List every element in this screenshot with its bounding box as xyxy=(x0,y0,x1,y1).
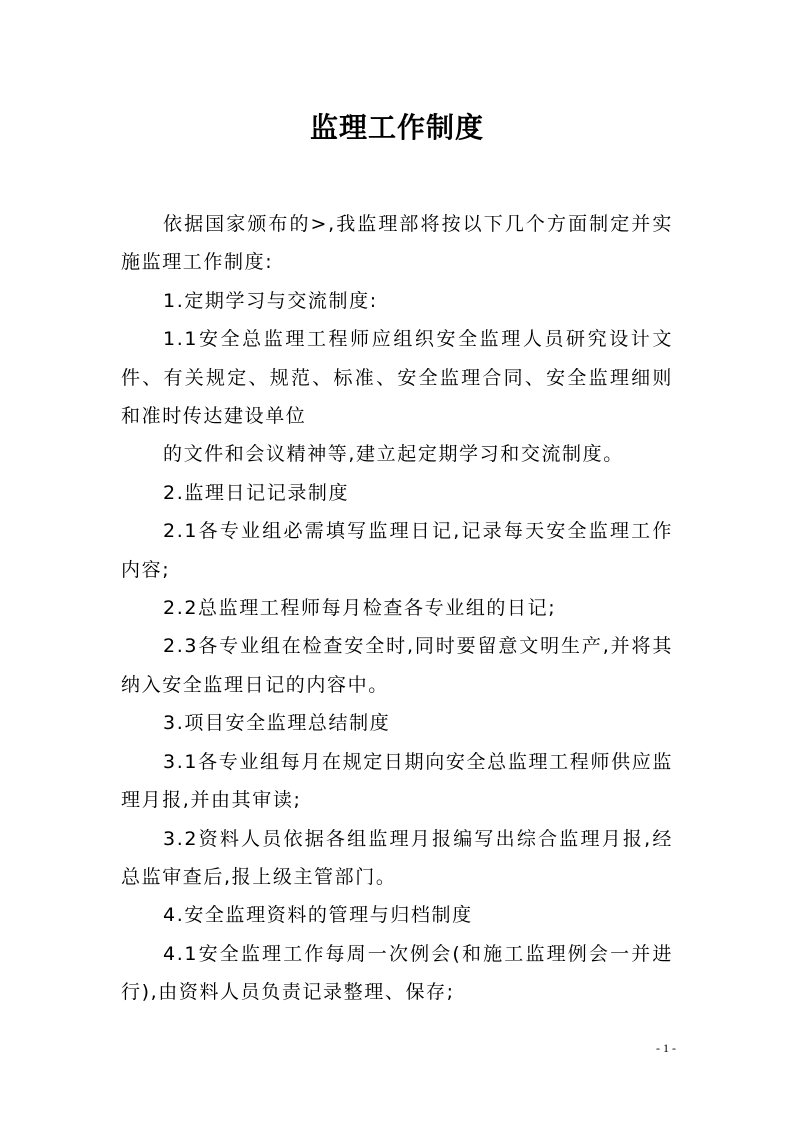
section-heading-4: 4.安全监理资料的管理与归档制度 xyxy=(163,904,473,927)
document-body xyxy=(121,205,673,1012)
section-heading-2: 2.监理日记记录制度 xyxy=(163,481,350,504)
paragraph-3-1: 3.1各专业组每月在规定日期向安全总监理工程师供应监理月报,并由其审读; xyxy=(121,750,673,812)
paragraph-3-2: 3.2资料人员依据各组监理月报编写出综合监理月报,经总监审查后,报上级主管部门。 xyxy=(121,827,673,888)
paragraph-2-3: 2.3各专业组在检查安全时,同时要留意文明生产,并将其纳入安全监理日记的内容中。 xyxy=(121,635,673,696)
paragraph-1-1: 1.1安全总监理工程师应组织安全监理人员研究设计文件、有关规定、规范、标准、安全监理合同、安全监理细则和准时传达建设单位 xyxy=(121,328,673,428)
paragraph-2-1: 2.1各专业组必需填写监理日记,记录每天安全监理工作内容; xyxy=(121,520,673,581)
paragraph-4-1: 4.1安全监理工作每周一次例会(和施工监理例会一并进行),由资料人员负责记录整理、保存; xyxy=(121,942,673,1004)
section-heading-1: 1.定期学习与交流制度: xyxy=(163,289,378,312)
page-number: - 1 - xyxy=(656,1041,676,1055)
paragraph-2-2: 2.2总监理工程师每月检查各专业组的日记; xyxy=(163,597,557,620)
section-heading-3: 3.项目安全监理总结制度 xyxy=(163,712,391,735)
paragraph-intro: 依据国家颁布的>,我监理部将按以下几个方面制定并实施监理工作制度: xyxy=(121,213,673,274)
paragraph-1-1-continued: 的文件和会议精神等,建立起定期学习和交流制度。 xyxy=(163,443,624,466)
document-title: 监理工作制度 xyxy=(309,111,484,144)
